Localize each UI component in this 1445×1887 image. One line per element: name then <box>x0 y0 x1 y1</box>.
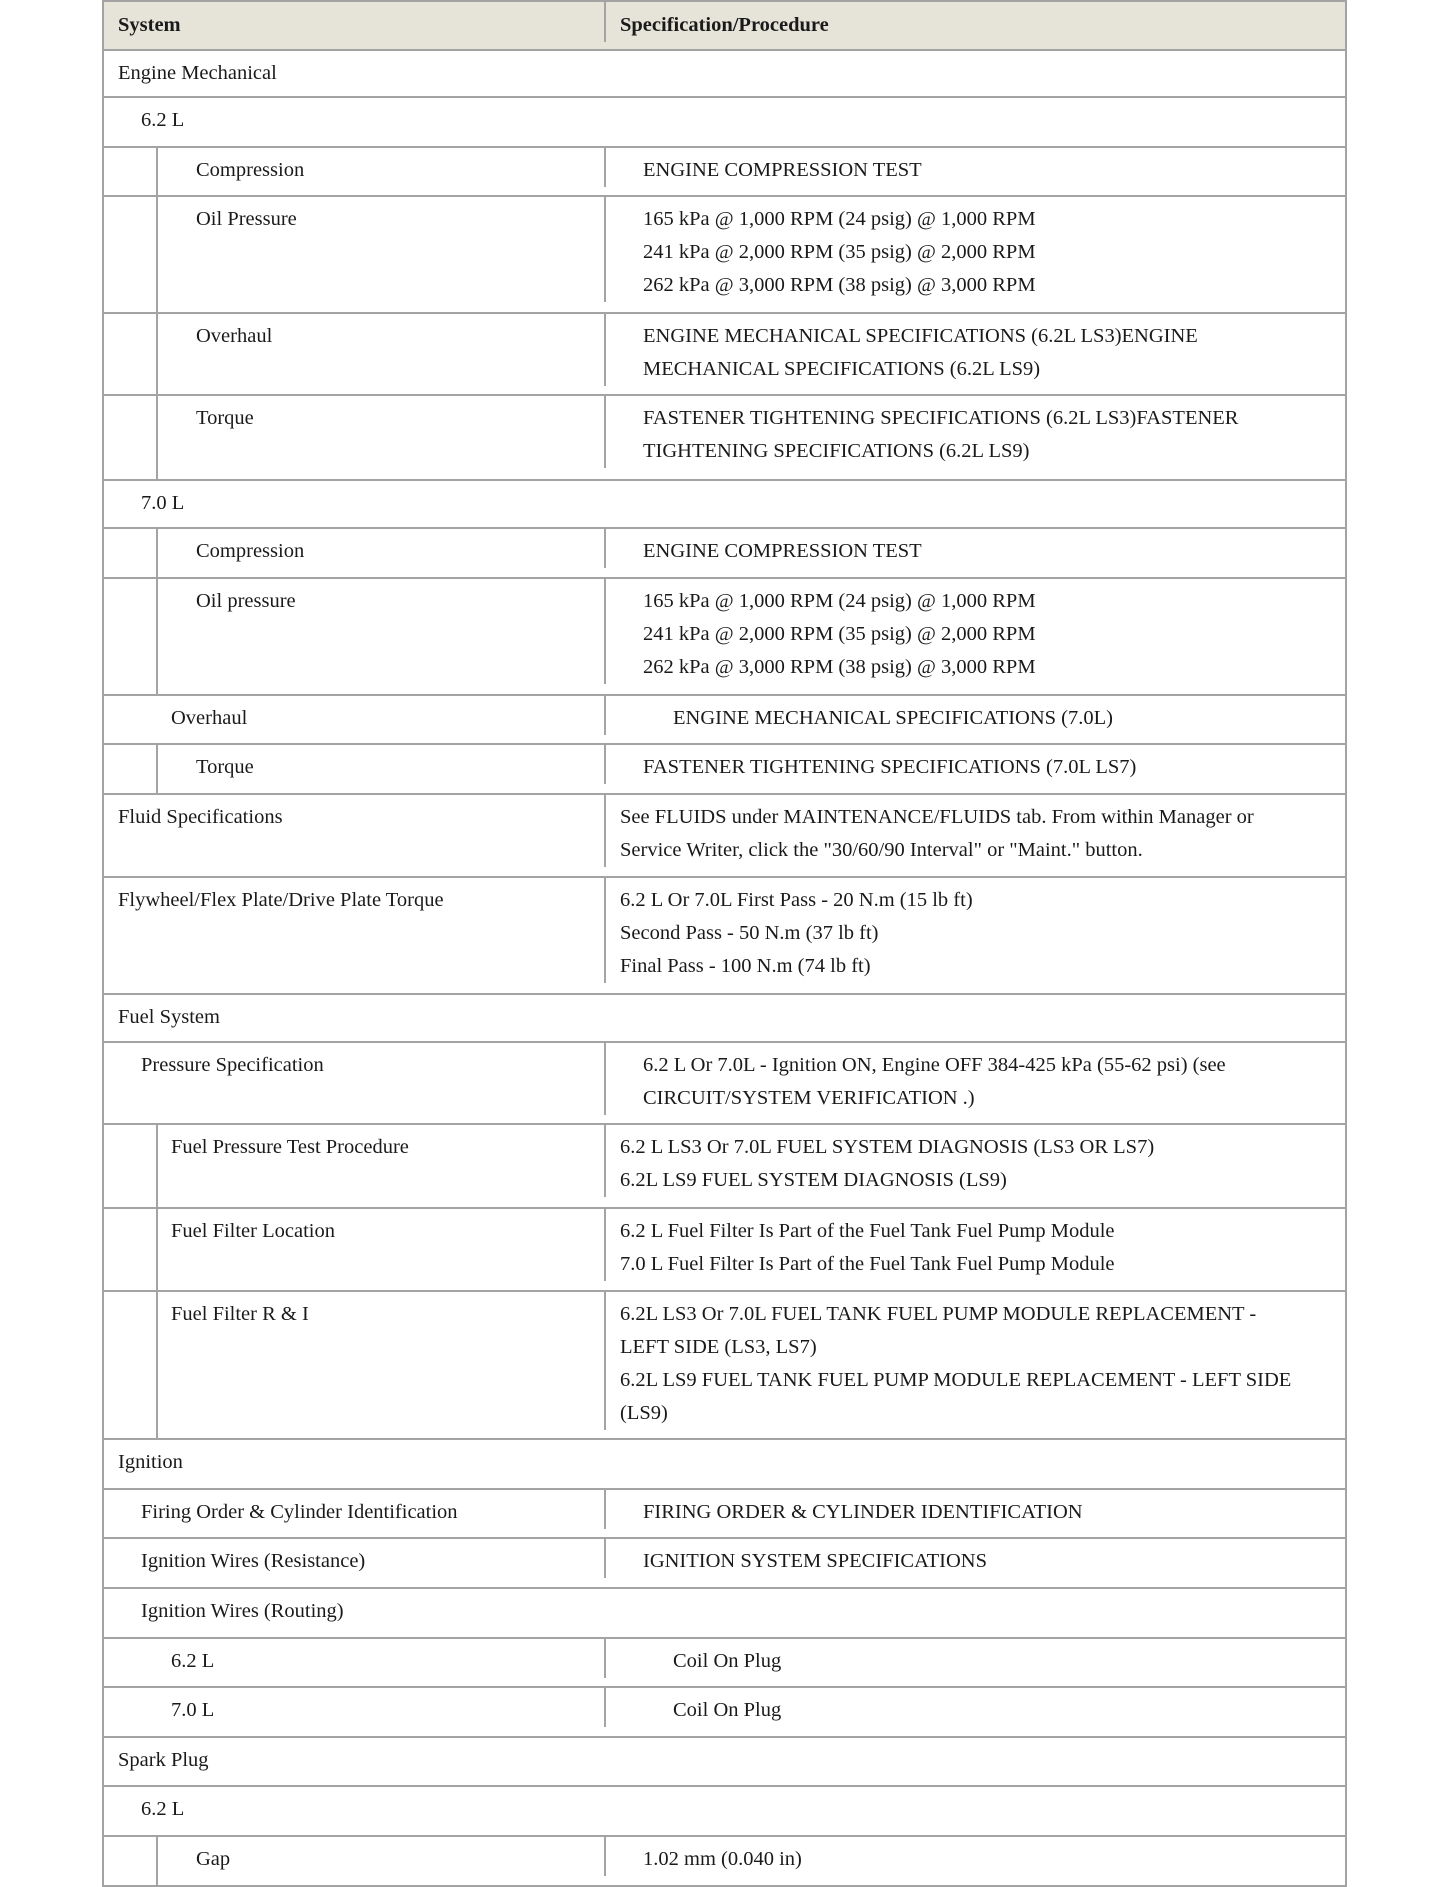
table-row <box>102 1639 1347 1688</box>
spec-line: ENGINE COMPRESSION TEST <box>643 540 922 562</box>
table-row <box>102 1490 1347 1539</box>
spec-cell <box>604 396 1347 468</box>
header-specification: Specification/Procedure <box>604 2 1347 42</box>
spec-line: 6.2 L Or 7.0L First Pass - 20 N.m (15 lb ft) <box>620 889 973 911</box>
spec-line: 6.2 L Or 7.0L - Ignition ON, Engine OFF 384-425 kPa (55-62 psi) (see <box>643 1054 1226 1076</box>
system-cell: Torque <box>196 407 254 429</box>
system-cell: Overhaul <box>171 707 248 729</box>
spec-cell <box>604 696 1347 735</box>
spec-line: 6.2L LS9 FUEL SYSTEM DIAGNOSIS (LS9) <box>620 1169 1007 1191</box>
spec-line: ENGINE MECHANICAL SPECIFICATIONS (7.0L) <box>673 707 1113 729</box>
spec-table <box>102 0 1347 1887</box>
table-row <box>102 1589 1347 1639</box>
table-row <box>102 197 1347 314</box>
spec-cell <box>604 148 1347 187</box>
table-body <box>102 51 1347 1887</box>
system-cell: Oil pressure <box>196 590 296 612</box>
table-row <box>102 1787 1347 1837</box>
spec-cell <box>604 1125 1347 1197</box>
spec-cell <box>604 1539 1347 1578</box>
system-cell: Spark Plug <box>118 1749 209 1771</box>
table-row <box>102 481 1347 529</box>
system-cell: Ignition Wires (Resistance) <box>141 1550 366 1572</box>
spec-cell <box>604 1639 1347 1678</box>
table-row <box>102 1440 1347 1490</box>
spec-line: MECHANICAL SPECIFICATIONS (6.2L LS9) <box>643 358 1041 380</box>
spec-cell <box>604 197 1347 302</box>
spec-line: See FLUIDS under MAINTENANCE/FLUIDS tab. From within Manager or <box>620 806 1254 828</box>
spec-line: 7.0 L Fuel Filter Is Part of the Fuel Tank Fuel Pump Module <box>620 1253 1115 1275</box>
spec-cell <box>604 1209 1347 1281</box>
table-row <box>102 795 1347 878</box>
spec-line: ENGINE COMPRESSION TEST <box>643 159 922 181</box>
spec-cell <box>604 314 1347 386</box>
table-row <box>102 148 1347 197</box>
spec-line: LEFT SIDE (LS3, LS7) <box>620 1336 817 1358</box>
spec-line: Second Pass - 50 N.m (37 lb ft) <box>620 922 879 944</box>
spec-line: 6.2L LS9 FUEL TANK FUEL PUMP MODULE REPLACEMENT - LEFT SIDE <box>620 1369 1292 1391</box>
system-cell: Compression <box>196 159 305 181</box>
table-row <box>102 696 1347 745</box>
spec-line: Coil On Plug <box>673 1699 782 1721</box>
table-row <box>102 1738 1347 1787</box>
table-row <box>102 1539 1347 1589</box>
table-row <box>102 579 1347 696</box>
spec-line: Coil On Plug <box>673 1650 782 1672</box>
spec-line: 165 kPa @ 1,000 RPM (24 psig) @ 1,000 RPM <box>643 208 1036 230</box>
spec-cell <box>604 878 1347 983</box>
table-row <box>102 1043 1347 1125</box>
system-cell: Pressure Specification <box>141 1054 324 1076</box>
spec-cell <box>604 579 1347 684</box>
table-row <box>102 1209 1347 1292</box>
system-cell: Overhaul <box>196 325 273 347</box>
table-row <box>102 995 1347 1043</box>
system-cell: Fuel Filter R & I <box>171 1303 309 1325</box>
system-cell: 6.2 L <box>141 109 185 131</box>
spec-line: FASTENER TIGHTENING SPECIFICATIONS (7.0L LS7) <box>643 756 1137 778</box>
system-cell: Oil Pressure <box>196 208 297 230</box>
system-cell: Fuel System <box>118 1006 220 1028</box>
spec-line: IGNITION SYSTEM SPECIFICATIONS <box>643 1550 987 1572</box>
system-cell: 7.0 L <box>141 492 185 514</box>
system-cell: 6.2 L <box>141 1798 185 1820</box>
system-cell: Ignition Wires (Routing) <box>141 1600 344 1622</box>
spec-line: 6.2 L Fuel Filter Is Part of the Fuel Tank Fuel Pump Module <box>620 1220 1115 1242</box>
table-header-row <box>102 0 1347 51</box>
spec-cell <box>604 1490 1347 1529</box>
spec-line: (LS9) <box>620 1402 668 1424</box>
system-cell: Fuel Pressure Test Procedure <box>171 1136 409 1158</box>
system-cell: Fluid Specifications <box>118 806 283 828</box>
table-row <box>102 745 1347 795</box>
table-row <box>102 1125 1347 1209</box>
header-system: System <box>118 14 181 36</box>
table-row <box>102 51 1347 98</box>
spec-cell <box>604 795 1347 867</box>
system-cell: Firing Order & Cylinder Identification <box>141 1501 458 1523</box>
table-row <box>102 1837 1347 1887</box>
spec-line: 6.2L LS3 Or 7.0L FUEL TANK FUEL PUMP MODULE REPLACEMENT - <box>620 1303 1257 1325</box>
spec-cell <box>604 1292 1347 1430</box>
spec-line: Final Pass - 100 N.m (74 lb ft) <box>620 955 871 977</box>
spec-cell <box>604 1043 1347 1115</box>
spec-cell <box>604 1688 1347 1727</box>
spec-line: ENGINE MECHANICAL SPECIFICATIONS (6.2L LS3)ENGINE <box>643 325 1198 347</box>
spec-line: FASTENER TIGHTENING SPECIFICATIONS (6.2L LS3)FASTENER <box>643 407 1239 429</box>
spec-line: 1.02 mm (0.040 in) <box>643 1848 802 1870</box>
table-row <box>102 878 1347 995</box>
spec-line: Service Writer, click the "30/60/90 Interval" or "Maint." button. <box>620 839 1143 861</box>
system-cell: Engine Mechanical <box>118 62 277 84</box>
spec-line: 241 kPa @ 2,000 RPM (35 psig) @ 2,000 RPM <box>643 623 1036 645</box>
table-row <box>102 396 1347 481</box>
table-row <box>102 529 1347 579</box>
spec-cell <box>604 529 1347 568</box>
system-cell: 7.0 L <box>171 1699 215 1721</box>
spec-cell <box>604 1837 1347 1876</box>
spec-line: TIGHTENING SPECIFICATIONS (6.2L LS9) <box>643 440 1030 462</box>
system-cell: Compression <box>196 540 305 562</box>
system-cell: 6.2 L <box>171 1650 215 1672</box>
table-row <box>102 1688 1347 1738</box>
spec-line: 6.2 L LS3 Or 7.0L FUEL SYSTEM DIAGNOSIS (LS3 OR LS7) <box>620 1136 1155 1158</box>
system-cell: Torque <box>196 756 254 778</box>
spec-line: 241 kPa @ 2,000 RPM (35 psig) @ 2,000 RPM <box>643 241 1036 263</box>
system-cell: Flywheel/Flex Plate/Drive Plate Torque <box>118 889 444 911</box>
system-cell: Gap <box>196 1848 231 1870</box>
table-row <box>102 314 1347 396</box>
spec-line: FIRING ORDER & CYLINDER IDENTIFICATION <box>643 1501 1083 1523</box>
spec-line: CIRCUIT/SYSTEM VERIFICATION .) <box>643 1087 975 1109</box>
system-cell: Ignition <box>118 1451 183 1473</box>
system-cell: Fuel Filter Location <box>171 1220 335 1242</box>
spec-line: 262 kPa @ 3,000 RPM (38 psig) @ 3,000 RPM <box>643 274 1036 296</box>
spec-line: 165 kPa @ 1,000 RPM (24 psig) @ 1,000 RPM <box>643 590 1036 612</box>
spec-cell <box>604 745 1347 784</box>
table-row <box>102 1292 1347 1440</box>
table-row <box>102 98 1347 148</box>
spec-line: 262 kPa @ 3,000 RPM (38 psig) @ 3,000 RPM <box>643 656 1036 678</box>
